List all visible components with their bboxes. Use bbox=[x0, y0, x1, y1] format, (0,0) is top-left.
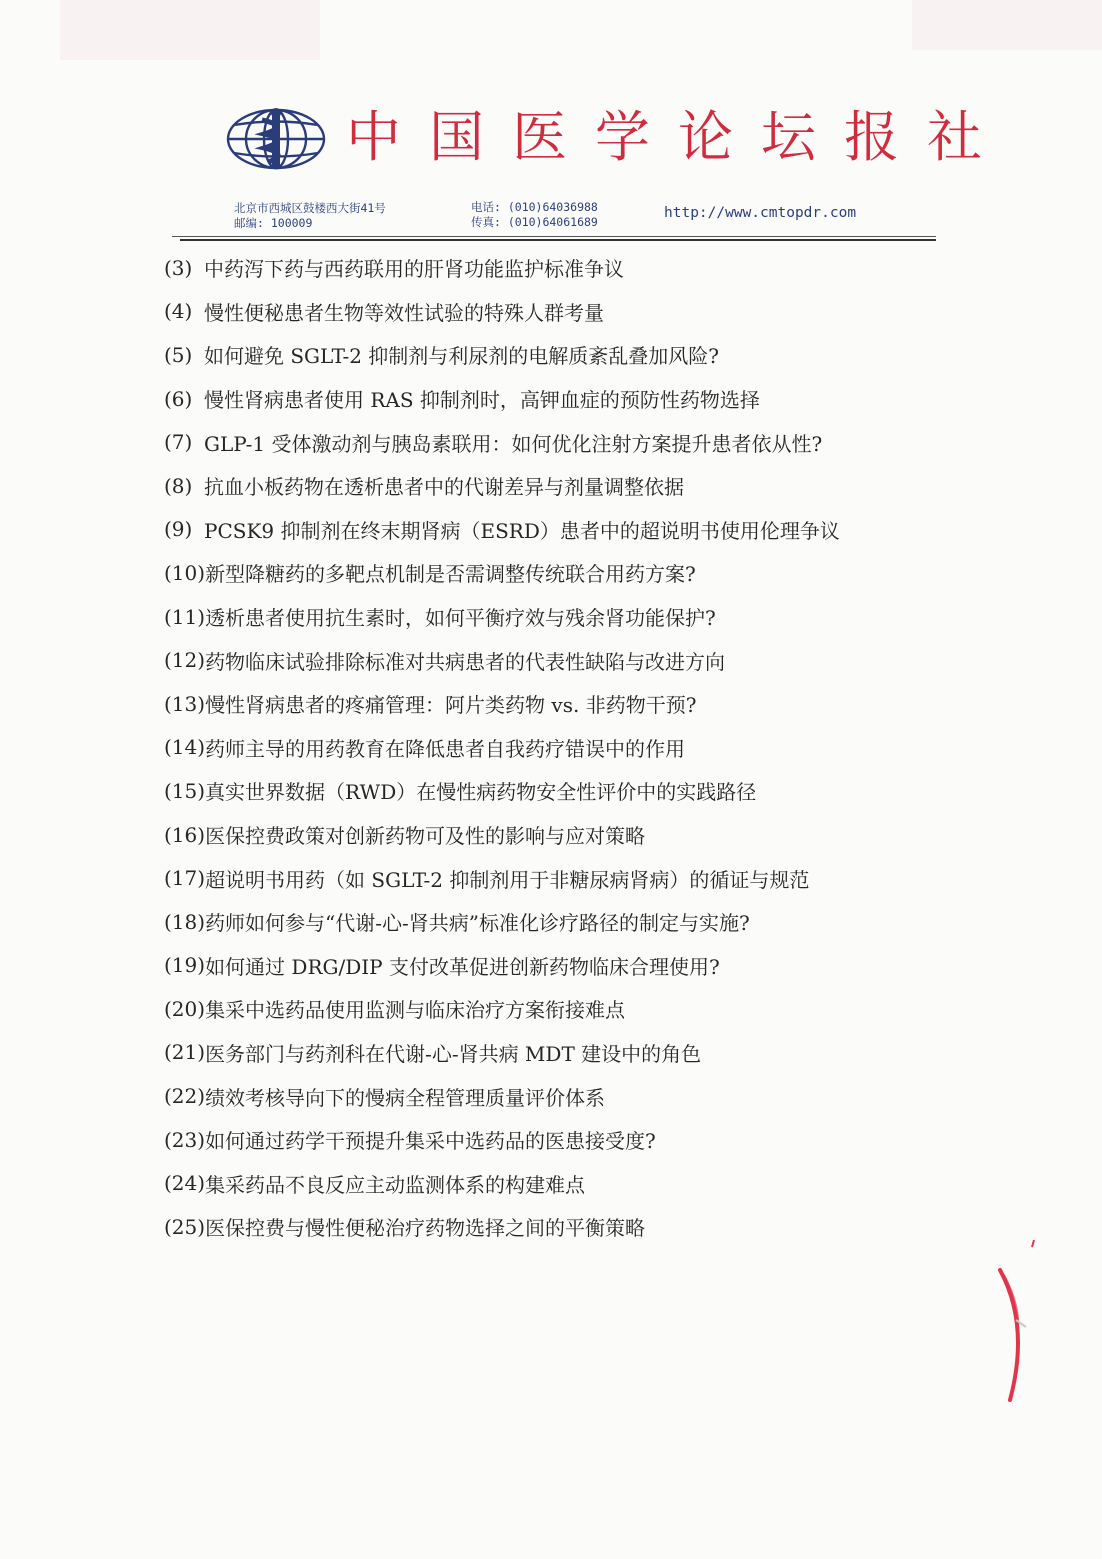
item-text: 慢性肾病患者使用 RAS 抑制剂时，高钾血症的预防性药物选择 bbox=[204, 388, 760, 413]
item-number: (11) bbox=[164, 604, 206, 629]
list-item bbox=[164, 900, 924, 944]
item-number: (13) bbox=[164, 691, 206, 716]
scan-tint bbox=[912, 0, 1102, 50]
item-text: 抗血小板药物在透析患者中的代谢差异与剂量调整依据 bbox=[204, 475, 684, 500]
item-number: (14) bbox=[164, 735, 206, 760]
list-item bbox=[164, 333, 924, 377]
item-number: (25) bbox=[164, 1214, 206, 1239]
list-item bbox=[164, 377, 924, 421]
list-item bbox=[164, 944, 924, 988]
item-text: 慢性肾病患者的疼痛管理：阿片类药物 vs. 非药物干预? bbox=[205, 693, 697, 718]
organization-name: 中国医学论坛报社 bbox=[346, 105, 1011, 169]
list-item bbox=[164, 508, 924, 552]
header-divider-thick bbox=[180, 239, 936, 241]
list-item bbox=[164, 1161, 924, 1205]
list-item bbox=[164, 856, 924, 900]
postcode-line: 邮编: 100009 bbox=[234, 216, 313, 230]
item-text: 中药泻下药与西药联用的肝肾功能监护标准争议 bbox=[204, 257, 624, 282]
item-text: 透析患者使用抗生素时，如何平衡疗效与残余肾功能保护? bbox=[205, 606, 716, 631]
list-item bbox=[164, 1031, 924, 1075]
item-text: 超说明书用药（如 SGLT-2 抑制剂用于非糖尿病肾病）的循证与规范 bbox=[205, 867, 810, 892]
list-item bbox=[164, 1074, 924, 1118]
list-item bbox=[164, 595, 924, 639]
item-number: (6) bbox=[164, 386, 193, 411]
list-item bbox=[164, 290, 924, 334]
topic-list bbox=[164, 246, 924, 1249]
item-text: 医务部门与药剂科在代谢-心-肾共病 MDT 建设中的角色 bbox=[205, 1041, 702, 1066]
item-text: 医保控费与慢性便秘治疗药物选择之间的平衡策略 bbox=[205, 1216, 646, 1241]
item-number: (15) bbox=[164, 778, 206, 803]
list-item bbox=[164, 246, 924, 290]
item-text: 药师如何参与“代谢-心-肾共病”标准化诊疗路径的制定与实施? bbox=[205, 911, 750, 936]
item-number: (7) bbox=[164, 430, 193, 455]
item-text: 如何通过 DRG/DIP 支付改革促进创新药物临床合理使用? bbox=[205, 954, 720, 979]
item-number: (3) bbox=[164, 255, 193, 280]
website-url: http://www.cmtopdr.com bbox=[664, 205, 857, 221]
item-number: (19) bbox=[164, 953, 206, 978]
phone-line: 电话: (010)64036988 bbox=[471, 200, 598, 214]
list-item bbox=[164, 726, 924, 770]
item-number: (5) bbox=[164, 342, 193, 367]
item-number: (10) bbox=[164, 560, 206, 585]
item-number: (20) bbox=[164, 996, 206, 1021]
item-text: 绩效考核导向下的慢病全程管理质量评价体系 bbox=[205, 1085, 606, 1110]
item-text: 真实世界数据（RWD）在慢性病药物安全性评价中的实践路径 bbox=[205, 780, 757, 805]
item-text: GLP-1 受体激动剂与胰岛素联用：如何优化注射方案提升患者依从性? bbox=[204, 431, 823, 456]
list-item bbox=[164, 464, 924, 508]
item-text: 慢性便秘患者生物等效性试验的特殊人群考量 bbox=[204, 300, 604, 325]
item-text: 新型降糖药的多靶点机制是否需调整传统联合用药方案? bbox=[205, 562, 696, 587]
address-line: 北京市西城区鼓楼西大街41号 bbox=[234, 201, 386, 215]
item-number: (4) bbox=[164, 299, 193, 324]
item-number: (18) bbox=[164, 909, 206, 934]
fax-line: 传真: (010)64061689 bbox=[471, 215, 598, 229]
item-text: 如何通过药学干预提升集采中选药品的医患接受度? bbox=[205, 1129, 656, 1154]
list-item bbox=[164, 1118, 924, 1162]
item-number: (16) bbox=[164, 822, 206, 847]
item-text: 如何避免 SGLT-2 抑制剂与利尿剂的电解质紊乱叠加风险? bbox=[204, 344, 720, 369]
list-item bbox=[164, 682, 924, 726]
item-number: (24) bbox=[164, 1171, 206, 1196]
item-text: 集采药品不良反应主动监测体系的构建难点 bbox=[205, 1172, 586, 1197]
list-item bbox=[164, 1205, 924, 1249]
scan-tint bbox=[60, 0, 320, 60]
item-number: (17) bbox=[164, 866, 206, 891]
red-seal-stamp-icon bbox=[990, 1235, 1050, 1415]
item-text: 医保控费政策对创新药物可及性的影响与应对策略 bbox=[205, 824, 646, 849]
item-text: 药师主导的用药教育在降低患者自我药疗错误中的作用 bbox=[205, 736, 686, 761]
list-item bbox=[164, 813, 924, 857]
item-number: (12) bbox=[164, 648, 206, 673]
item-number: (23) bbox=[164, 1127, 206, 1152]
list-item bbox=[164, 420, 924, 464]
item-number: (22) bbox=[164, 1084, 206, 1109]
globe-caduceus-logo-icon bbox=[224, 106, 328, 172]
contact-address bbox=[234, 201, 386, 231]
header-divider bbox=[172, 236, 936, 237]
item-number: (8) bbox=[164, 473, 193, 498]
list-item bbox=[164, 551, 924, 595]
item-text: 药物临床试验排除标准对共病患者的代表性缺陷与改进方向 bbox=[205, 649, 726, 674]
list-item bbox=[164, 769, 924, 813]
item-number: (9) bbox=[164, 517, 193, 542]
item-text: PCSK9 抑制剂在终末期肾病（ESRD）患者中的超说明书使用伦理争议 bbox=[204, 518, 840, 543]
item-number: (21) bbox=[164, 1040, 206, 1065]
list-item bbox=[164, 638, 924, 682]
list-item bbox=[164, 987, 924, 1031]
item-text: 集采中选药品使用监测与临床治疗方案衔接难点 bbox=[205, 998, 626, 1023]
contact-phone-fax bbox=[471, 200, 598, 230]
